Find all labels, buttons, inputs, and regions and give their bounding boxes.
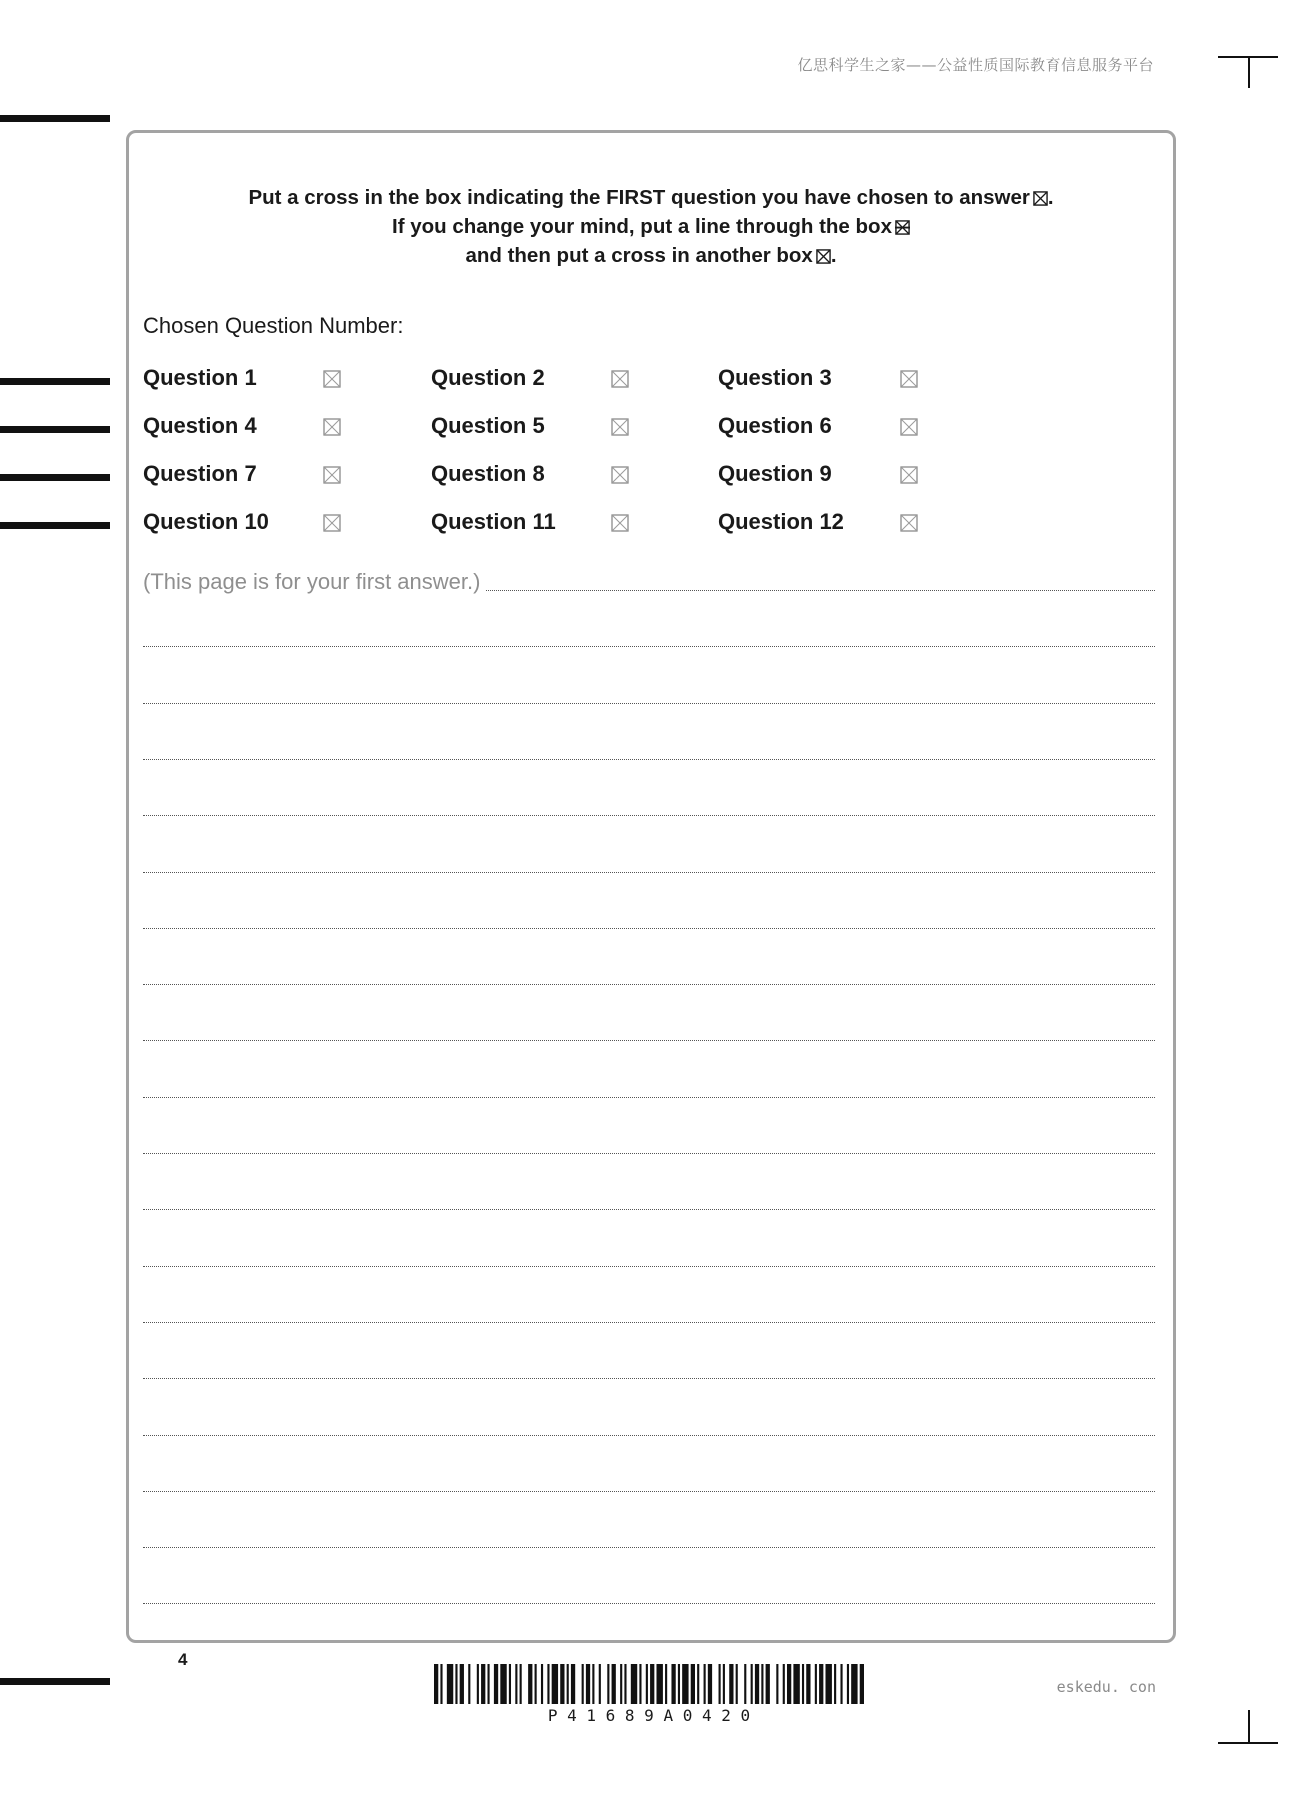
barcode-bar [656, 1664, 662, 1704]
answer-line[interactable] [143, 1547, 1155, 1548]
crop-mark-top-right-vertical [1248, 56, 1250, 88]
question-label: Question 2 [431, 365, 545, 390]
barcode-bar [729, 1664, 733, 1704]
barcode-bar [494, 1664, 498, 1704]
answer-line[interactable] [143, 759, 1155, 760]
barcode-bar [520, 1664, 522, 1704]
answer-line[interactable] [143, 1153, 1155, 1154]
barcode-bar [766, 1664, 770, 1704]
barcode-bar [751, 1664, 753, 1704]
barcode-bar [776, 1664, 778, 1704]
barcode-bar [624, 1664, 626, 1704]
answer-line[interactable] [143, 815, 1155, 816]
question-checkbox[interactable] [900, 418, 918, 436]
barcode-bar [468, 1664, 470, 1704]
answer-line[interactable] [143, 1491, 1155, 1492]
barcode-bar [455, 1664, 457, 1704]
barcode-bar [599, 1664, 601, 1704]
page-number: 4 [178, 1650, 188, 1669]
answer-line[interactable] [143, 1209, 1155, 1210]
question-checkbox[interactable] [900, 466, 918, 484]
barcode-bar [736, 1664, 738, 1704]
barcode-bar [434, 1664, 438, 1704]
barcode-bar [571, 1664, 575, 1704]
question-checkbox[interactable] [323, 370, 341, 388]
question-label: Question 1 [143, 365, 257, 390]
barcode-bar [620, 1664, 622, 1704]
answer-line[interactable] [143, 1322, 1155, 1323]
answer-frame [126, 130, 1176, 1643]
barcode-bar [547, 1664, 549, 1704]
barcode-bar [802, 1664, 804, 1704]
barcode-bar [592, 1664, 594, 1704]
question-row [143, 413, 1043, 443]
margin-bar [0, 426, 110, 433]
barcode-bar [744, 1664, 746, 1704]
crop-mark-bottom-right-vertical [1248, 1710, 1250, 1742]
answer-line[interactable] [143, 984, 1155, 985]
barcode-bar [487, 1664, 489, 1704]
barcode-bar [834, 1664, 836, 1704]
margin-bar [0, 1678, 110, 1685]
barcode-bar [586, 1664, 590, 1704]
barcode-bar [793, 1664, 799, 1704]
answer-line[interactable] [143, 1040, 1155, 1041]
barcode-bar [819, 1664, 823, 1704]
barcode-bar [783, 1664, 785, 1704]
question-checkbox[interactable] [323, 466, 341, 484]
barcode-bar [719, 1664, 721, 1704]
question-label: Question 11 [431, 509, 556, 534]
instruction-line-3: and then put a cross in another box . [465, 244, 837, 267]
barcode-bar [851, 1664, 857, 1704]
question-label: Question 3 [718, 365, 832, 390]
first-answer-note: (This page is for your first answer.) [143, 569, 486, 595]
question-checkbox[interactable] [900, 514, 918, 532]
answer-line[interactable] [143, 1378, 1155, 1379]
instruction-line-2: If you change your mind, put a line through the box [129, 212, 1173, 241]
struck-crossed-box-icon [895, 220, 910, 235]
question-label: Question 10 [143, 509, 269, 534]
barcode-bar [847, 1664, 849, 1704]
barcode [434, 1664, 864, 1704]
question-checkbox[interactable] [611, 370, 629, 388]
margin-bar [0, 522, 110, 529]
barcode-bar [509, 1664, 511, 1704]
question-label: Question 5 [431, 413, 545, 438]
answer-line[interactable] [143, 928, 1155, 929]
barcode-bar [860, 1664, 864, 1704]
barcode-bar [761, 1664, 763, 1704]
margin-bar [0, 115, 110, 122]
barcode-bar [567, 1664, 569, 1704]
answer-line[interactable] [143, 1435, 1155, 1436]
barcode-bar [447, 1664, 453, 1704]
margin-bar [0, 378, 110, 385]
question-checkbox[interactable] [900, 370, 918, 388]
crop-mark-bottom-right-horizontal [1218, 1742, 1278, 1744]
question-label: Question 4 [143, 413, 257, 438]
barcode-bar [631, 1664, 637, 1704]
question-checkbox[interactable] [611, 466, 629, 484]
barcode-bar [646, 1664, 648, 1704]
chosen-question-label: Chosen Question Number: [143, 313, 404, 338]
question-label: Question 12 [718, 509, 844, 534]
barcode-bar [825, 1664, 831, 1704]
barcode-text: P 4 1 6 8 9 A 0 4 2 0 [547, 1706, 751, 1725]
crossed-box-icon [1033, 191, 1048, 206]
barcode-bar [535, 1664, 537, 1704]
question-label: Question 9 [718, 461, 832, 486]
answer-line[interactable] [143, 872, 1155, 873]
barcode-bar [671, 1664, 675, 1704]
barcode-bar [682, 1664, 688, 1704]
barcode-bar [552, 1664, 558, 1704]
answer-line[interactable] [143, 1603, 1155, 1604]
question-label: Question 8 [431, 461, 545, 486]
barcode-bar [815, 1664, 817, 1704]
question-row [143, 509, 1043, 539]
instructions [129, 183, 1173, 270]
question-checkbox[interactable] [611, 514, 629, 532]
question-label: Question 7 [143, 461, 257, 486]
barcode-bar [840, 1664, 842, 1704]
barcode-bar [697, 1664, 699, 1704]
barcode-bar [665, 1664, 667, 1704]
answer-line[interactable] [143, 703, 1155, 704]
barcode-bar [460, 1664, 464, 1704]
question-row [143, 365, 1043, 395]
barcode-bar [755, 1664, 759, 1704]
answer-line[interactable] [143, 646, 1155, 647]
question-checkbox[interactable] [611, 418, 629, 436]
barcode-bar [704, 1664, 706, 1704]
barcode-bar [650, 1664, 654, 1704]
crossed-box-icon [816, 249, 831, 264]
barcode-bar [541, 1664, 543, 1704]
barcode-bar [691, 1664, 695, 1704]
barcode-bar [560, 1664, 564, 1704]
barcode-bar [582, 1664, 584, 1704]
barcode-bar [607, 1664, 609, 1704]
barcode-bar [481, 1664, 485, 1704]
barcode-bar [612, 1664, 616, 1704]
barcode-bar [500, 1664, 506, 1704]
barcode-bar [440, 1664, 442, 1704]
barcode-bar [515, 1664, 517, 1704]
question-checkbox[interactable] [323, 418, 341, 436]
barcode-bar [639, 1664, 641, 1704]
instruction-line-1: Put a cross in the box indicating the FIRST question you have chosen to answer . [248, 186, 1054, 209]
barcode-bar [787, 1664, 791, 1704]
margin-bar [0, 474, 110, 481]
barcode-bar [528, 1664, 532, 1704]
footer-site: eskedu. con [1056, 1678, 1156, 1696]
barcode-bar [708, 1664, 712, 1704]
barcode-bar [806, 1664, 810, 1704]
header-watermark: 亿思科学生之家——公益性质国际教育信息服务平台 [797, 56, 1154, 74]
barcode-bar [723, 1664, 725, 1704]
barcode-bar [477, 1664, 479, 1704]
answer-line[interactable] [143, 1266, 1155, 1267]
barcode-bar [678, 1664, 680, 1704]
question-checkbox[interactable] [323, 514, 341, 532]
question-row [143, 461, 1043, 491]
answer-line[interactable] [143, 1097, 1155, 1098]
question-label: Question 6 [718, 413, 832, 438]
